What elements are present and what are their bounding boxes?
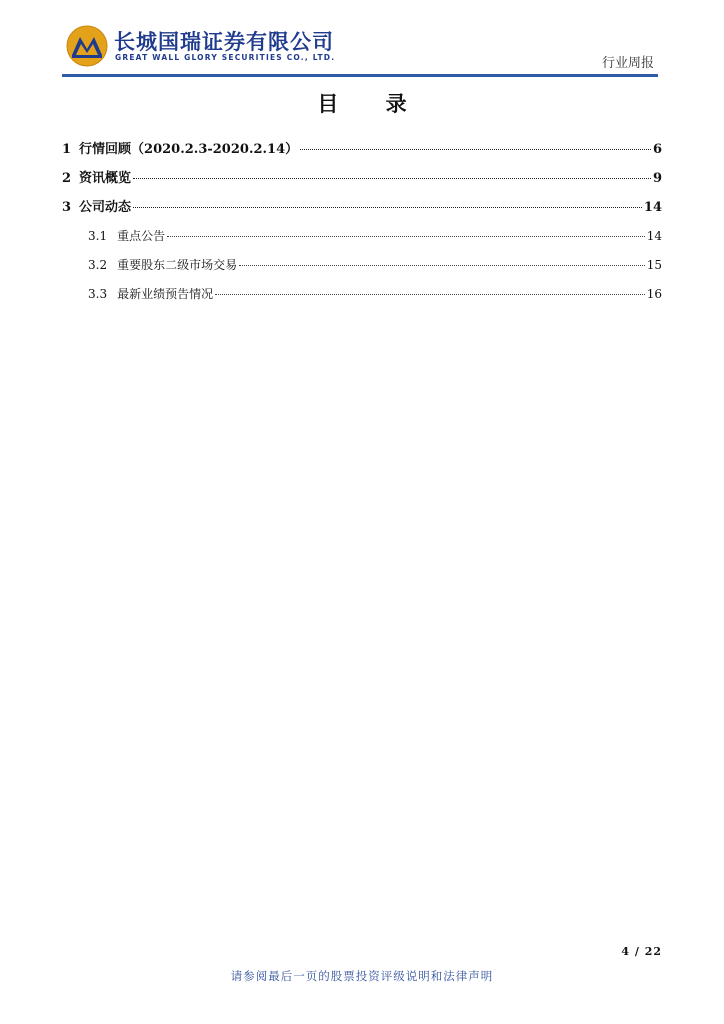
toc-entry-page: 6 <box>652 142 662 157</box>
toc-entry-page: 15 <box>646 258 662 272</box>
toc-entry-title: 公司动态 <box>79 200 132 215</box>
toc-entry-title: 资讯概览 <box>79 171 132 186</box>
toc-dot-leader <box>133 178 651 179</box>
toc-entry-number: 2 <box>62 171 72 186</box>
header-divider <box>62 74 658 77</box>
toc-entry-shareholder-trades[interactable] <box>62 251 662 280</box>
toc-dot-leader <box>239 265 645 266</box>
toc-entry-page: 16 <box>646 287 662 301</box>
great-wall-logo-icon <box>66 25 108 67</box>
toc-entry-title: 行情回顾（2020.2.3-2020.2.14） <box>79 142 299 157</box>
toc-entry-page: 14 <box>643 200 662 215</box>
toc-dot-leader <box>167 236 645 237</box>
toc-entry-market-review[interactable] <box>62 135 662 164</box>
toc-dot-leader <box>215 294 645 295</box>
toc-entry-number: 3.2 <box>88 258 108 272</box>
toc-entry-company-news[interactable] <box>62 193 662 222</box>
toc-entry-earnings-forecast[interactable] <box>62 280 662 309</box>
footer-disclaimer-note: 请参阅最后一页的股票投资评级说明和法律声明 <box>230 969 494 983</box>
toc-entry-number: 3.1 <box>88 229 108 243</box>
toc-dot-leader <box>300 149 651 150</box>
toc-title: 目 录 <box>317 92 427 116</box>
toc-entry-title: 最新业绩预告情况 <box>117 287 214 301</box>
toc-entry-key-announcements[interactable] <box>62 222 662 251</box>
toc-entry-page: 14 <box>646 229 662 243</box>
page-header <box>60 22 658 78</box>
toc-entry-page: 9 <box>652 171 662 186</box>
company-name-cn: 长城国瑞证券有限公司 <box>114 30 334 54</box>
toc-entry-number: 3 <box>62 200 72 215</box>
report-type-label: 行业周报 <box>601 56 654 71</box>
page-number: 4 / 22 <box>621 945 662 958</box>
toc-entry-number: 1 <box>62 142 72 157</box>
toc-entry-title: 重要股东二级市场交易 <box>117 258 238 272</box>
toc-entry-number: 3.3 <box>88 287 108 301</box>
company-name-en: GREAT WALL GLORY SECURITIES CO., LTD. <box>115 53 336 62</box>
table-of-contents <box>62 135 662 309</box>
toc-entry-news-overview[interactable] <box>62 164 662 193</box>
toc-dot-leader <box>133 207 642 208</box>
toc-entry-title: 重点公告 <box>117 229 166 243</box>
